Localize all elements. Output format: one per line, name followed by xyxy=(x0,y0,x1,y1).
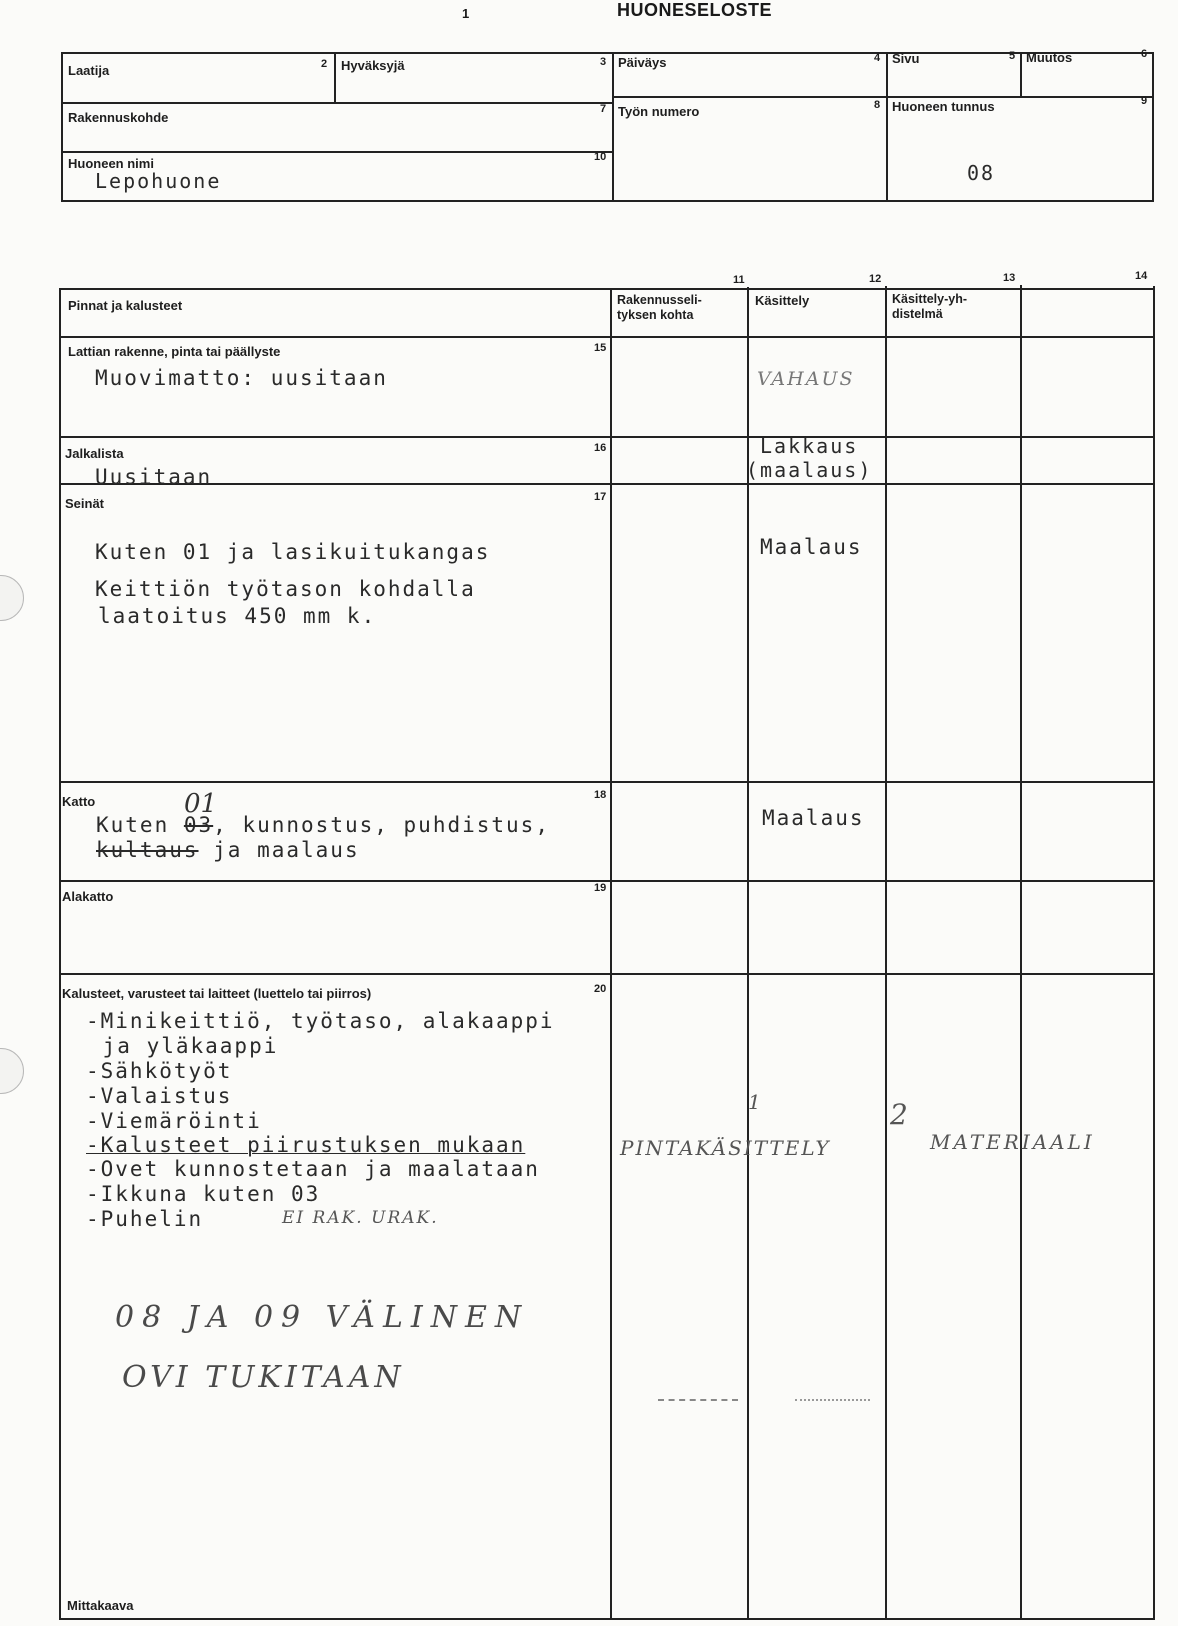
row-seinat-line3: laatoitus 450 mm k. xyxy=(98,604,377,628)
tyon-numero-label: Työn numero xyxy=(618,104,700,119)
row-alakatto-num: 19 xyxy=(594,882,607,894)
row-katto-line2-rest: ja maalaus xyxy=(198,838,360,862)
rakennuskohde-label: Rakennuskohde xyxy=(68,110,169,125)
page-number: 1 xyxy=(462,6,470,21)
row-katto-hand-ref: 01 xyxy=(184,789,218,819)
muutos-label: Muutos xyxy=(1026,50,1073,65)
scan-dashes xyxy=(658,1399,738,1401)
sivu-label: Sivu xyxy=(892,51,920,66)
row-jalkalista-num: 16 xyxy=(594,442,607,454)
col-number-11: 11 xyxy=(733,274,745,286)
punch-hole-bottom xyxy=(0,1048,24,1094)
list-item: -Viemäröinti xyxy=(86,1109,262,1133)
hyvaksyja-num: 3 xyxy=(600,56,607,68)
list-item: -Ovet kunnostetaan ja maalataan xyxy=(86,1157,540,1181)
col-number-14: 14 xyxy=(1135,270,1148,282)
row-seinat-line1: Kuten 01 ja lasikuitukangas xyxy=(95,540,491,564)
row-lattia-text: Muovimatto: uusitaan xyxy=(95,366,388,390)
list-item: -Puhelin xyxy=(86,1207,204,1231)
row-alakatto-label: Alakatto xyxy=(62,889,114,904)
hyvaksyja-label: Hyväksyjä xyxy=(341,58,405,73)
paivays-label: Päiväys xyxy=(618,55,667,70)
row-katto-num: 18 xyxy=(594,789,607,801)
row-seinat-label: Seinät xyxy=(65,496,105,511)
row-katto-struck-word: kultaus xyxy=(96,838,199,862)
muutos-num: 6 xyxy=(1141,48,1148,60)
rakennuskohde-num: 7 xyxy=(600,103,607,115)
row-seinat-num: 17 xyxy=(594,491,607,503)
col-header-pinnat: Pinnat ja kalusteet xyxy=(68,298,183,313)
valinen-note-line1: 08 JA 09 VÄLINEN xyxy=(115,1300,530,1335)
col-header-kasittely: Käsittely xyxy=(755,293,810,308)
col-number-12: 12 xyxy=(869,273,882,285)
row-jalkalista-label: Jalkalista xyxy=(65,446,124,461)
list-item: -Ikkuna kuten 03 xyxy=(86,1182,321,1206)
huoneen-tunnus-value: 08 xyxy=(967,161,996,185)
list-item: -Kalusteet piirustuksen mukaan xyxy=(86,1133,526,1157)
row-katto-line1 xyxy=(96,813,550,837)
row-katto-struck-ref: 03 xyxy=(183,813,214,837)
huoneen-tunnus-num: 9 xyxy=(1141,95,1148,107)
row-katto-line1-rest: , kunnostus, puhdistus, xyxy=(213,813,550,837)
list-item: -Minikeittiö, työtaso, alakaappi xyxy=(86,1009,555,1033)
row-jalkalista-kasittely-2: (maalaus) xyxy=(746,458,873,482)
laatija-label: Laatija xyxy=(68,63,110,78)
list-item: -Valaistus xyxy=(86,1084,233,1108)
row-katto-label: Katto xyxy=(62,794,96,809)
pintakasittely-sup: 1 xyxy=(748,1090,761,1114)
materiaali-note: MATERIAALI xyxy=(930,1130,1095,1154)
sivu-num: 5 xyxy=(1009,50,1016,62)
scan-dashes-2 xyxy=(795,1399,870,1401)
row-lattia-kasittely: VAHAUS xyxy=(757,368,855,390)
mittakaava-label: Mittakaava xyxy=(67,1598,134,1613)
pintakasittely-note: PINTAKÄSITTELY xyxy=(620,1136,831,1160)
tyon-numero-num: 8 xyxy=(874,99,881,111)
row-jalkalista-kasittely-1: Lakkaus xyxy=(760,434,859,458)
row-seinat-kasittely: Maalaus xyxy=(760,535,863,559)
list-item: -Sähkötyöt xyxy=(86,1059,233,1083)
row-kalusteet-num: 20 xyxy=(594,983,607,995)
laatija-num: 2 xyxy=(321,58,328,70)
kalusteet-list xyxy=(86,1009,555,1232)
paivays-num: 4 xyxy=(874,52,881,64)
row-katto-line2 xyxy=(96,838,360,862)
row-katto-kasittely: Maalaus xyxy=(762,806,865,830)
row-lattia-label: Lattian rakenne, pinta tai päällyste xyxy=(68,344,281,359)
ei-rak-urak-note: EI RAK. URAK. xyxy=(282,1208,439,1228)
punch-hole-top xyxy=(0,575,24,621)
huoneen-nimi-value: Lepohuone xyxy=(95,169,222,193)
col-header-yhdistelma: Käsittely-yh- distelmä xyxy=(892,292,968,321)
huoneen-tunnus-label: Huoneen tunnus xyxy=(892,99,995,114)
row-katto-kuten: Kuten xyxy=(96,813,170,837)
row-jalkalista-text: Uusitaan xyxy=(95,465,213,489)
huoneen-nimi-label: Huoneen nimi xyxy=(68,156,154,171)
page-title: HUONESELOSTE xyxy=(617,0,773,20)
row-seinat-line2: Keittiön työtason kohdalla xyxy=(95,577,476,601)
col-number-13: 13 xyxy=(1003,272,1016,284)
valinen-note-line2: OVI TUKITAAN xyxy=(122,1360,405,1395)
materiaali-sup: 2 xyxy=(890,1098,908,1131)
col-header-rakennusselitys: Rakennusseli- tyksen kohta xyxy=(617,293,702,322)
row-kalusteet-label: Kalusteet, varusteet tai laitteet (luettelo tai piirros) xyxy=(62,986,372,1001)
huoneen-nimi-num: 10 xyxy=(594,151,607,163)
row-lattia-num: 15 xyxy=(594,342,607,354)
list-item: ja yläkaappi xyxy=(88,1034,279,1058)
